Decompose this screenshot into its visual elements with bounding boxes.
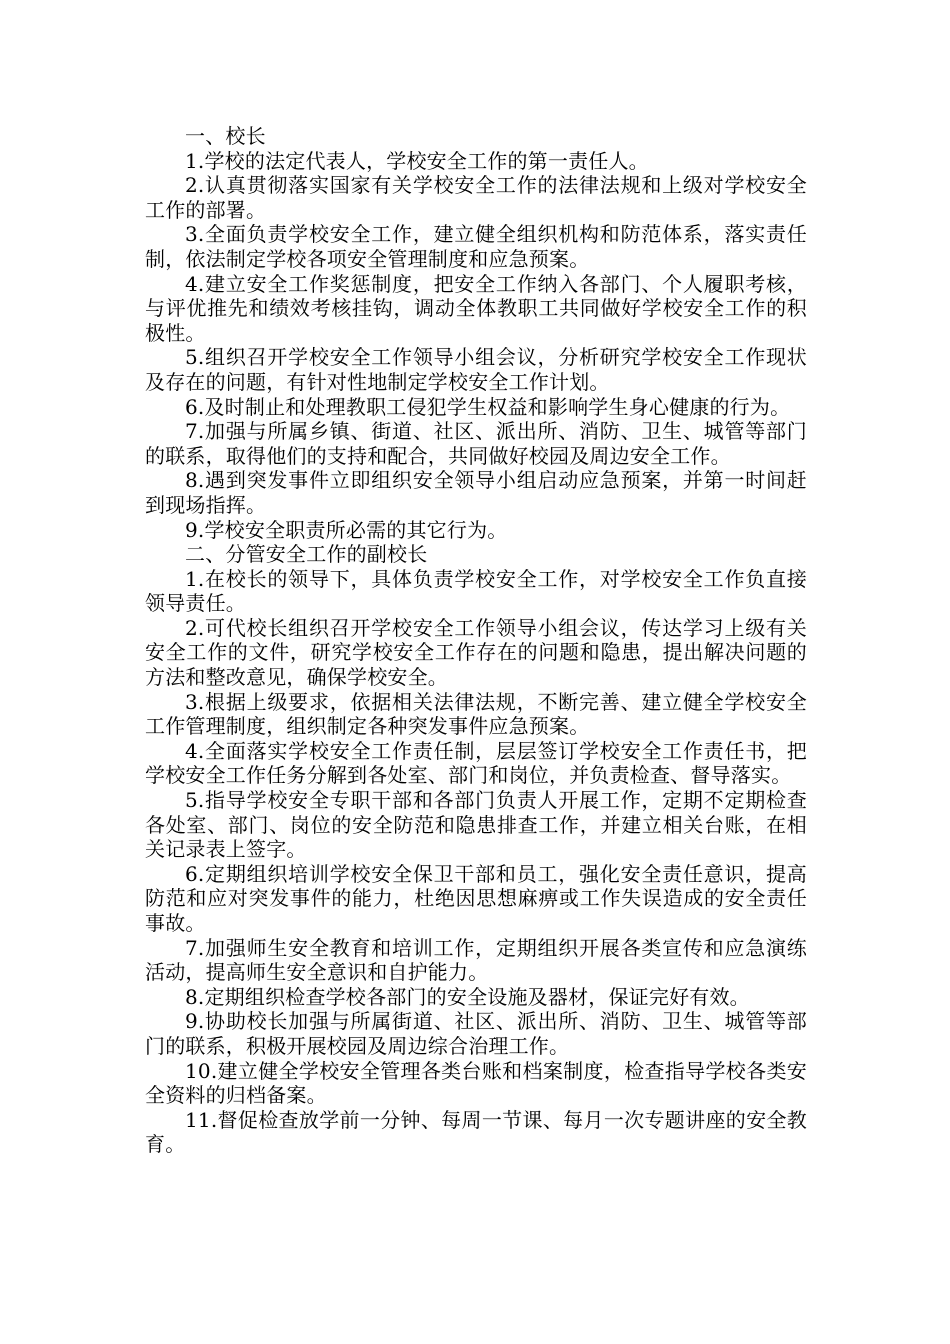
principal-duty-9: 9.学校安全职责所必需的其它行为。 [185,517,508,542]
vice-principal-duty-9: 9.协助校长加强与所属街道、社区、派出所、消防、卫生、城管等部门的联系，积极开展校园及周边综合治理工作。 [145,1009,807,1058]
principal-duty-2: 2.认真贯彻落实国家有关学校安全工作的法律法规和上级对学校安全工作的部署。 [145,173,807,222]
section-heading-vice-principal: 二、分管安全工作的副校长 [185,542,428,567]
principal-duty-4: 4.建立安全工作奖惩制度，把安全工作纳入各部门、个人履职考核，与评优推先和绩效考核挂钩，调动全体教职工共同做好学校安全工作的积极性。 [145,271,807,345]
vice-principal-duty-3: 3.根据上级要求，依据相关法律法规，不断完善、建立健全学校安全工作管理制度，组织制定各种突发事件应急预案。 [145,689,807,739]
principal-duty-6: 6.及时制止和处理教职工侵犯学生权益和影响学生身心健康的行为。 [185,394,791,419]
vice-principal-duty-6: 6.定期组织培训学校安全保卫干部和员工，强化安全责任意识，提高防范和应对突发事件的能力，杜绝因思想麻痹或工作失误造成的安全责任事故。 [145,861,807,935]
vice-principal-duty-4: 4.全面落实学校安全工作责任制，层层签订学校安全工作责任书，把学校安全工作任务分解到各处室、部门和岗位，并负责检查、督导落实。 [145,738,807,788]
vice-principal-duty-8: 8.定期组织检查学校各部门的安全设施及器材，保证完好有效。 [185,984,750,1009]
vice-principal-duty-7: 7.加强师生安全教育和培训工作，定期组织开展各类宣传和应急演练活动，提高师生安全意识和自护能力。 [145,935,807,985]
vice-principal-duty-2: 2.可代校长组织召开学校安全工作领导小组会议，传达学习上级有关安全工作的文件，研究学校安全工作存在的问题和隐患，提出解决问题的方法和整改意见，确保学校安全。 [145,615,807,690]
vice-principal-duty-5: 5.指导学校安全专职干部和各部门负责人开展工作，定期不定期检查各处室、部门、岗位的安全防范和隐患排查工作，并建立相关台账，在相关记录表上签字。 [145,788,807,862]
vice-principal-duty-10: 10.建立健全学校安全管理各类台账和档案制度，检查指导学校各类安全资料的归档备案。 [145,1058,807,1108]
document-body [145,124,807,1157]
vice-principal-duty-11: 11.督促检查放学前一分钟、每周一节课、每月一次专题讲座的安全教育。 [145,1107,807,1157]
section-heading-principal: 一、校长 [185,124,266,148]
principal-duty-7: 7.加强与所属乡镇、街道、社区、派出所、消防、卫生、城管等部门的联系，取得他们的支持和配合，共同做好校园及周边安全工作。 [145,419,807,468]
principal-duty-1: 1.学校的法定代表人，学校安全工作的第一责任人。 [185,148,649,173]
principal-duty-8: 8.遇到突发事件立即组织安全领导小组启动应急预案，并第一时间赶到现场指挥。 [145,468,807,517]
principal-duty-5: 5.组织召开学校安全工作领导小组会议，分析研究学校安全工作现状及存在的问题，有针对性地制定学校安全工作计划。 [145,345,807,394]
vice-principal-duty-1: 1.在校长的领导下，具体负责学校安全工作，对学校安全工作负直接领导责任。 [145,566,807,616]
principal-duty-3: 3.全面负责学校安全工作，建立健全组织机构和防范体系，落实责任制，依法制定学校各项安全管理制度和应急预案。 [145,222,807,271]
